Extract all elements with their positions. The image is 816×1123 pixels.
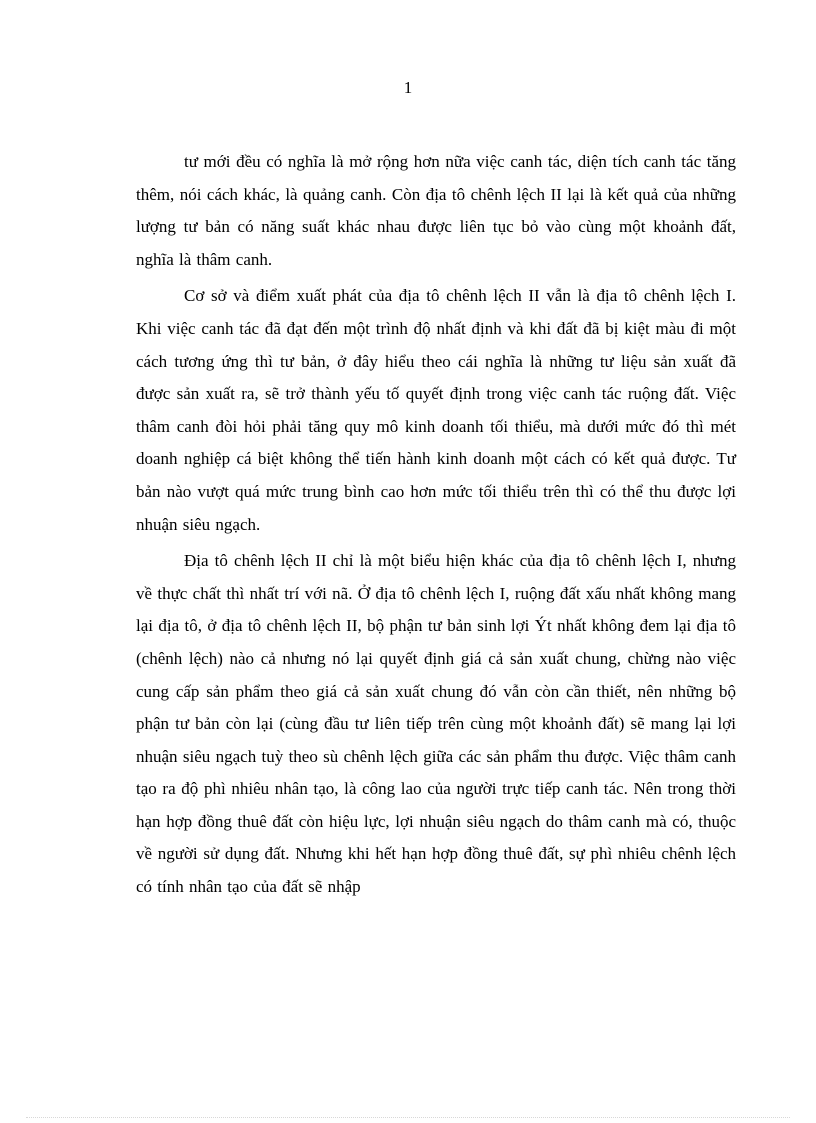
page-bottom-divider [26,1117,790,1118]
paragraph-3: Địa tô chênh lệch II chỉ là một biểu hiện khác của địa tô chênh lệch I, nhưng về thực chất thì nhất trí với nã. Ở địa tô chênh lệch I, ruộng đất xấu nhất không mang lại địa tô, ở địa tô chênh lệch II, bộ phận tư bản sinh lợi Ýt nhất không đem lại địa tô (chênh lệch) nào cả nhưng nó lại quyết định giá cả sản xuất chung, chừng nào việc cung cấp sản phẩm theo giá cả sản xuất chung đó vẫn còn cần thiết, nên những bộ phận tư bản còn lại (cùng đầu tư liên tiếp trên cùng một khoảnh đất) sẽ mang lại lợi nhuận siêu ngạch tuỳ theo sù chênh lệch giữa các sản phẩm thu được. Việc thâm canh tạo ra độ phì nhiêu nhân tạo, là công lao của người trực tiếp canh tác. Nên trong thời hạn hợp đồng thuê đất còn hiệu lực, lợi nhuận siêu ngạch do thâm canh mà có, thuộc về người sử dụng đất. Nhưng khi hết hạn hợp đồng thuê đất, sự phì nhiêu chênh lệch có tính nhân tạo của đất sẽ nhập [136,551,736,897]
paragraph-1: tư mới đều có nghĩa là mở rộng hơn nữa việc canh tác, diện tích canh tác tăng thêm, nói cách khác, là quảng canh. Còn địa tô chênh lệch II lại là kết quả của những lượng tư bản có năng suất khác nhau được liên tục bỏ vào cùng một khoảnh đất, nghĩa là thâm canh. [136,152,736,269]
page-number: 1 [403,78,413,97]
paragraph-2: Cơ sở và điểm xuất phát của địa tô chênh lệch II vẫn là địa tô chênh lệch I. Khi việc canh tác đã đạt đến một trình độ nhất định và khi đất đã bị kiệt màu đi một cách tương ứng thì tư bản, ở đây hiểu theo cái nghĩa là những tư liệu sản xuất đã được sản xuất ra, sẽ trở thành yếu tố quyết định trong việc canh tác ruộng đất. Việc thâm canh đòi hỏi phải tăng quy mô kinh doanh tối thiểu, mà dưới mức đó thì mét doanh nghiệp cá biệt không thể tiến hành kinh doanh một cách có kết quả được. Tư bản nào vượt quá mức trung bình cao hơn mức tối thiểu trên thì có thể thu được lợi nhuận siêu ngạch. [136,286,736,534]
document-body [136,146,736,908]
